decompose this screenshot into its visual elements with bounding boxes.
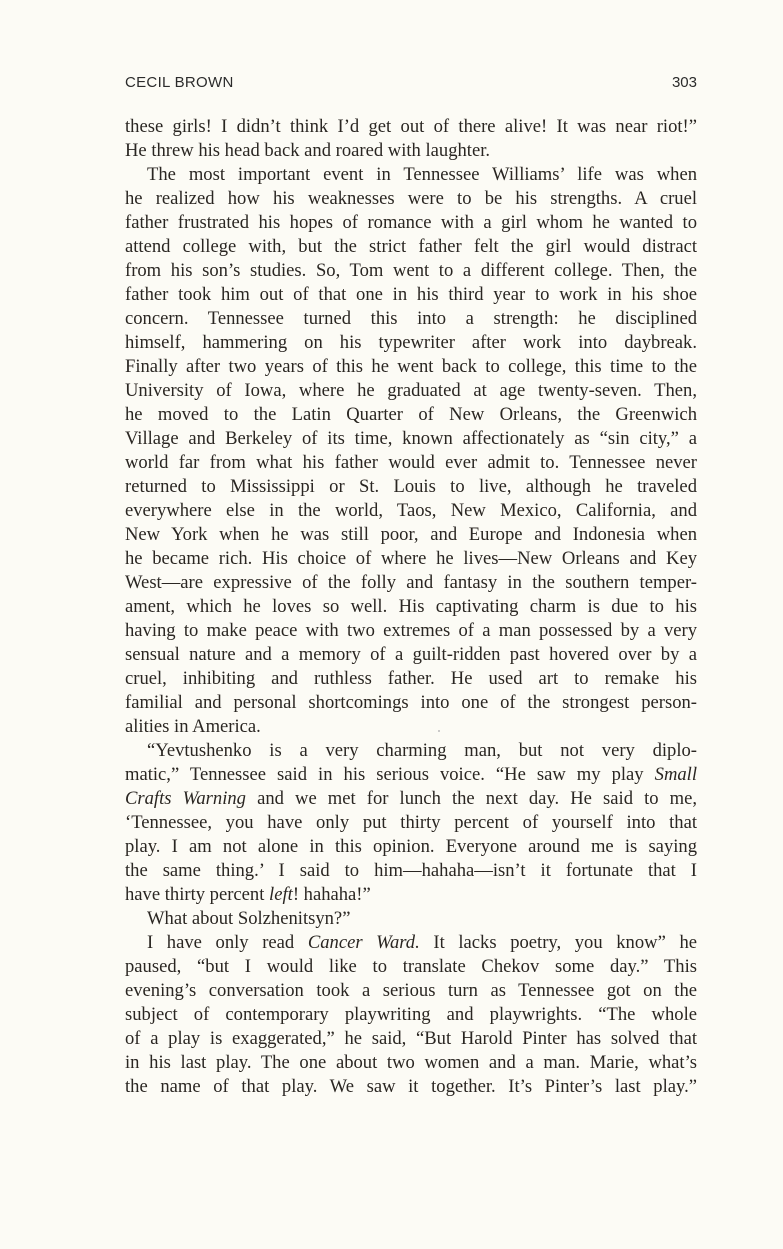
text-segment: world far from what his father would ever admit to. Tennessee never <box>125 452 697 473</box>
text-segment: of a play is exaggerated,” he said, “But Harold Pinter has solved that <box>125 1028 697 1049</box>
text-segment: ‘Tennessee, you have only put thirty percent of yourself into that <box>125 812 697 833</box>
text-line <box>125 427 697 451</box>
text-segment: father took him out of that one in his third year to work in his shoe <box>125 284 697 305</box>
text-line <box>125 547 697 571</box>
text-line <box>125 115 697 139</box>
text-line <box>125 907 697 931</box>
text-segment: the same thing.’ I said to him—hahaha—isn’t it fortunate that I <box>125 860 697 881</box>
text-line <box>125 523 697 547</box>
text-line <box>125 259 697 283</box>
italic-title: Small <box>654 764 697 785</box>
text-line <box>125 283 697 307</box>
text-segment: “Yevtushenko is a very charming man, but not very diplo- <box>147 740 697 761</box>
text-line <box>125 1075 697 1099</box>
text-line <box>125 763 697 787</box>
text-segment: He threw his head back and roared with laughter. <box>125 140 491 161</box>
text-segment: matic,” Tennessee said in his serious voice. “He saw my play <box>125 764 655 785</box>
text-segment: Village and Berkeley of its time, known affectionately as “sin city,” a <box>125 428 697 449</box>
text-segment: in his last play. The one about two women and a man. Marie, what’s <box>125 1052 697 1073</box>
italic-title: Cancer Ward. <box>307 932 420 953</box>
text-segment: ament, which he loves so well. His captivating charm is due to his <box>125 596 697 617</box>
text-segment: from his son’s studies. So, Tom went to a different college. Then, the <box>125 260 697 281</box>
text-segment: attend college with, but the strict father felt the girl would distract <box>125 236 697 257</box>
text-segment: he became rich. His choice of where he lives—New Orleans and Key <box>125 548 697 569</box>
text-segment: alities in America. <box>125 716 261 737</box>
text-line <box>125 979 697 1003</box>
text-segment: familial and personal shortcomings into one of the strongest person- <box>125 692 697 713</box>
text-segment: these girls! I didn’t think I’d get out of there alive! It was near riot!” <box>125 116 697 137</box>
text-segment: he moved to the Latin Quarter of New Orleans, the Greenwich <box>125 404 697 425</box>
text-line <box>125 571 697 595</box>
text-line <box>125 691 697 715</box>
text-line <box>125 475 697 499</box>
text-line <box>125 187 697 211</box>
text-line <box>125 955 697 979</box>
text-line <box>125 643 697 667</box>
italic-title: left <box>269 884 293 905</box>
text-line <box>125 787 697 811</box>
text-line <box>125 931 697 955</box>
text-segment: Finally after two years of this he went back to college, this time to the <box>125 356 697 377</box>
text-segment: The most important event in Tennessee Williams’ life was when <box>147 164 697 185</box>
text-line <box>125 1027 697 1051</box>
text-line <box>125 451 697 475</box>
text-line <box>125 811 697 835</box>
text-line <box>125 403 697 427</box>
text-line <box>125 307 697 331</box>
text-line <box>125 235 697 259</box>
text-line <box>125 883 697 907</box>
text-segment: everywhere else in the world, Taos, New Mexico, California, and <box>125 500 697 521</box>
running-header <box>125 74 697 96</box>
text-segment: New York when he was still poor, and Europe and Indonesia when <box>125 524 697 545</box>
text-segment: subject of contemporary playwriting and playwrights. “The whole <box>125 1004 697 1025</box>
text-line <box>125 211 697 235</box>
text-segment: sensual nature and a memory of a guilt-ridden past hovered over by a <box>125 644 697 665</box>
text-segment: I have only read <box>147 932 308 953</box>
text-segment: play. I am not alone in this opinion. Everyone around me is saying <box>125 836 697 857</box>
text-line <box>125 499 697 523</box>
text-segment: evening’s conversation took a serious turn as Tennessee got on the <box>125 980 697 1001</box>
italic-title: Crafts Warning <box>125 788 246 809</box>
text-segment: he realized how his weaknesses were to be his strengths. A cruel <box>125 188 697 209</box>
text-line <box>125 739 697 763</box>
running-head-author: CECIL BROWN <box>125 74 234 91</box>
scan-speck <box>438 730 440 732</box>
text-segment: and we met for lunch the next day. He said to me, <box>245 788 697 809</box>
text-segment: What about Solzhenitsyn?” <box>147 908 351 929</box>
text-segment: father frustrated his hopes of romance with a girl whom he wanted to <box>125 212 697 233</box>
text-line <box>125 595 697 619</box>
text-segment: having to make peace with two extremes of a man possessed by a very <box>125 620 697 641</box>
text-line <box>125 1003 697 1027</box>
text-line <box>125 331 697 355</box>
body-text <box>125 115 697 1099</box>
text-segment: himself, hammering on his typewriter after work into daybreak. <box>125 332 697 353</box>
text-segment: It lacks poetry, you know” he <box>419 932 697 953</box>
text-line <box>125 1051 697 1075</box>
page-number: 303 <box>671 74 697 91</box>
text-line <box>125 667 697 691</box>
text-line <box>125 859 697 883</box>
text-segment: West—are expressive of the folly and fantasy in the southern temper- <box>125 572 697 593</box>
text-line <box>125 379 697 403</box>
text-segment: the name of that play. We saw it together. It’s Pinter’s last play.” <box>125 1076 697 1097</box>
text-segment: cruel, inhibiting and ruthless father. He used art to remake his <box>125 668 697 689</box>
text-line <box>125 163 697 187</box>
text-line <box>125 715 697 739</box>
text-segment: University of Iowa, where he graduated at age twenty-seven. Then, <box>125 380 697 401</box>
text-segment: ! hahaha!” <box>292 884 371 905</box>
text-line <box>125 355 697 379</box>
text-line <box>125 619 697 643</box>
text-line <box>125 139 697 163</box>
text-segment: paused, “but I would like to translate Chekov some day.” This <box>125 956 697 977</box>
text-segment: have thirty percent <box>125 884 270 905</box>
text-line <box>125 835 697 859</box>
text-segment: returned to Mississippi or St. Louis to live, although he traveled <box>125 476 697 497</box>
text-segment: concern. Tennessee turned this into a strength: he disciplined <box>125 308 697 329</box>
